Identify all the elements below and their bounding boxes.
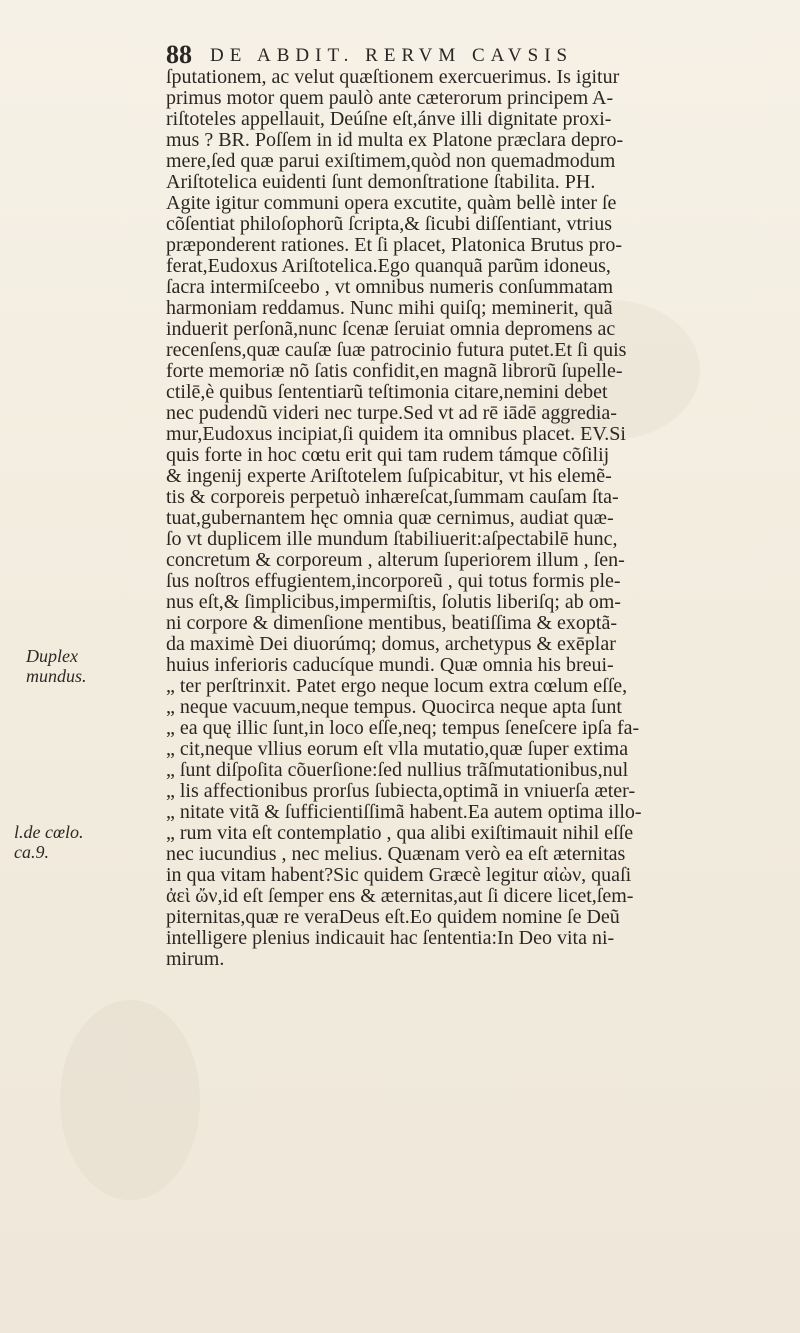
text-line: mur,Eudoxus incipiat,ſi quidem ita omnibus placet. EV.Si	[166, 423, 626, 445]
text-line: tis & corporeis perpetuò inhæreſcat,ſummam cauſam ſta-	[166, 486, 619, 508]
text-line: „ lis affectionibus prorſus ſubiecta,optimã in vniuerſa æter-	[166, 780, 636, 802]
text-line: piternitas,quæ re veraDeus eſt.Eo quidem nomine ſe Deũ	[166, 906, 620, 928]
page-header	[166, 34, 726, 68]
text-line: & ingenij experte Ariſtotelem ſuſpicabitur, vt his elemẽ-	[166, 465, 612, 487]
text-line: quis forte in hoc cœtu erit qui tam rudem támque cõſilij	[166, 444, 610, 466]
text-line: ἀεὶ ὤν,id eſt ſemper ens & æternitas,aut ſi dicere licet,ſem-	[166, 885, 634, 907]
text-line: mus ? BR. Poſſem in id multa ex Platone præclara depro-	[166, 129, 624, 151]
text-line: præponderent rationes. Et ſi placet, Platonica Brutus pro-	[166, 234, 622, 256]
text-line: forte memoriæ nõ ſatis confidit,en magnã librorũ ſupelle-	[166, 360, 623, 382]
text-line: ſputationem, ac velut quæſtionem exercuerimus. Is igitur	[166, 66, 620, 88]
margin-note-line: Duplex	[26, 646, 78, 666]
text-line: ſus noſtros effugientem,incorporeũ , qui totus formis ple-	[166, 570, 621, 592]
text-line: nec pudendũ videri nec turpe.Sed vt ad rē iādē aggredia-	[166, 402, 617, 424]
text-line: cõſentiat philoſophorũ ſcripta,& ſicubi diſſentiant, vtrius	[166, 213, 613, 235]
margin-note-line: mundus.	[26, 666, 87, 686]
text-line: „ rum vita eſt contemplatio , qua alibi exiſtimauit nihil eſſe	[166, 822, 634, 844]
text-line: nec iucundius , nec melius. Quænam verò ea eſt æternitas	[166, 843, 626, 865]
text-line: da maximè Dei diuorúmq; domus, archetypus & exēplar	[166, 633, 616, 655]
text-line: primus motor quem paulò ante cæterorum principem A-	[166, 87, 614, 109]
text-line: „ neque vacuum,neque tempus. Quocirca neque apta ſunt	[166, 696, 622, 718]
text-line: intelligere plenius indicauit hac ſententia:In Deo vita ni-	[166, 927, 615, 949]
text-line: „ nitate vitã & ſufficientiſſimã habent.Ea autem optima illo-	[166, 801, 642, 823]
text-line: ſo vt duplicem ille mundum ſtabiliuerit:aſpectabilē hunc,	[166, 528, 618, 550]
text-line: huius inferioris caducíque mundi. Quæ omnia his breui-	[166, 654, 614, 676]
text-line: „ cit,neque vllius eorum eſt vlla mutatio,quæ ſuper extima	[166, 738, 629, 760]
text-line: concretum & corporeum , alterum ſuperiorem illum , ſen-	[166, 549, 625, 571]
text-line: nus eſt,& ſimplicibus,impermiſtis, ſolutis liberiſq; ab om-	[166, 591, 621, 613]
running-head: DE ABDIT. RERVM CAVSIS	[210, 45, 574, 66]
text-line: ſacra intermiſceebo , vt omnibus numeris conſummatam	[166, 276, 614, 298]
text-line: „ ter perſtrinxit. Patet ergo neque locum extra cœlum eſſe,	[166, 675, 628, 697]
text-line: ni corpore & dimenſione mentibus, beatiſſima & exoptã-	[166, 612, 617, 634]
margin-note	[14, 822, 84, 862]
text-line: recenſens,quæ cauſæ ſuæ patrocinio futura putet.Et ſi quis	[166, 339, 627, 361]
text-line: tuat,gubernantem hęc omnia quæ cernimus, audiat quæ-	[166, 507, 614, 529]
margin-note-line: l.de cœlo.	[14, 822, 84, 842]
text-line: Agite igitur communi opera excutite, quàm bellè inter ſe	[166, 192, 617, 214]
page-number: 88	[166, 40, 192, 69]
margin-note	[26, 646, 87, 686]
text-line: mere,ſed quæ parui exiſtimem,quòd non quemadmodum	[166, 150, 616, 172]
margin-note-line: ca.9.	[14, 842, 49, 862]
body-text	[166, 67, 776, 970]
text-line: harmoniam reddamus. Nunc mihi quiſq; meminerit, quã	[166, 297, 613, 319]
text-line: Ariſtotelica euidenti ſunt demonſtratione ſtabilita. PH.	[166, 171, 596, 193]
text-line: induerit perſonã,nunc ſcenæ ſeruiat omnia depromens ac	[166, 318, 616, 340]
text-line: „ ea quę illic ſunt,in loco eſſe,neq; tempus ſeneſcere ipſa fa-	[166, 717, 640, 739]
paper-stain	[60, 1000, 200, 1200]
text-line: ctilē,è quibus ſententiarũ teſtimonia citare,nemini debet	[166, 381, 608, 403]
text-line: ferat,Eudoxus Ariſtotelica.Ego quanquã parũm idoneus,	[166, 255, 611, 277]
text-line: in qua vitam habent?Sic quidem Græcè legitur αἰὼν, quaſi	[166, 864, 632, 886]
text-line: riſtoteles appellauit, Deúſne eſt,ánve illi dignitate proxi-	[166, 108, 612, 130]
text-line: mirum.	[166, 948, 225, 970]
text-line: „ ſunt diſpoſita cõuerſione:ſed nullius trãſmutationibus,nul	[166, 759, 629, 781]
